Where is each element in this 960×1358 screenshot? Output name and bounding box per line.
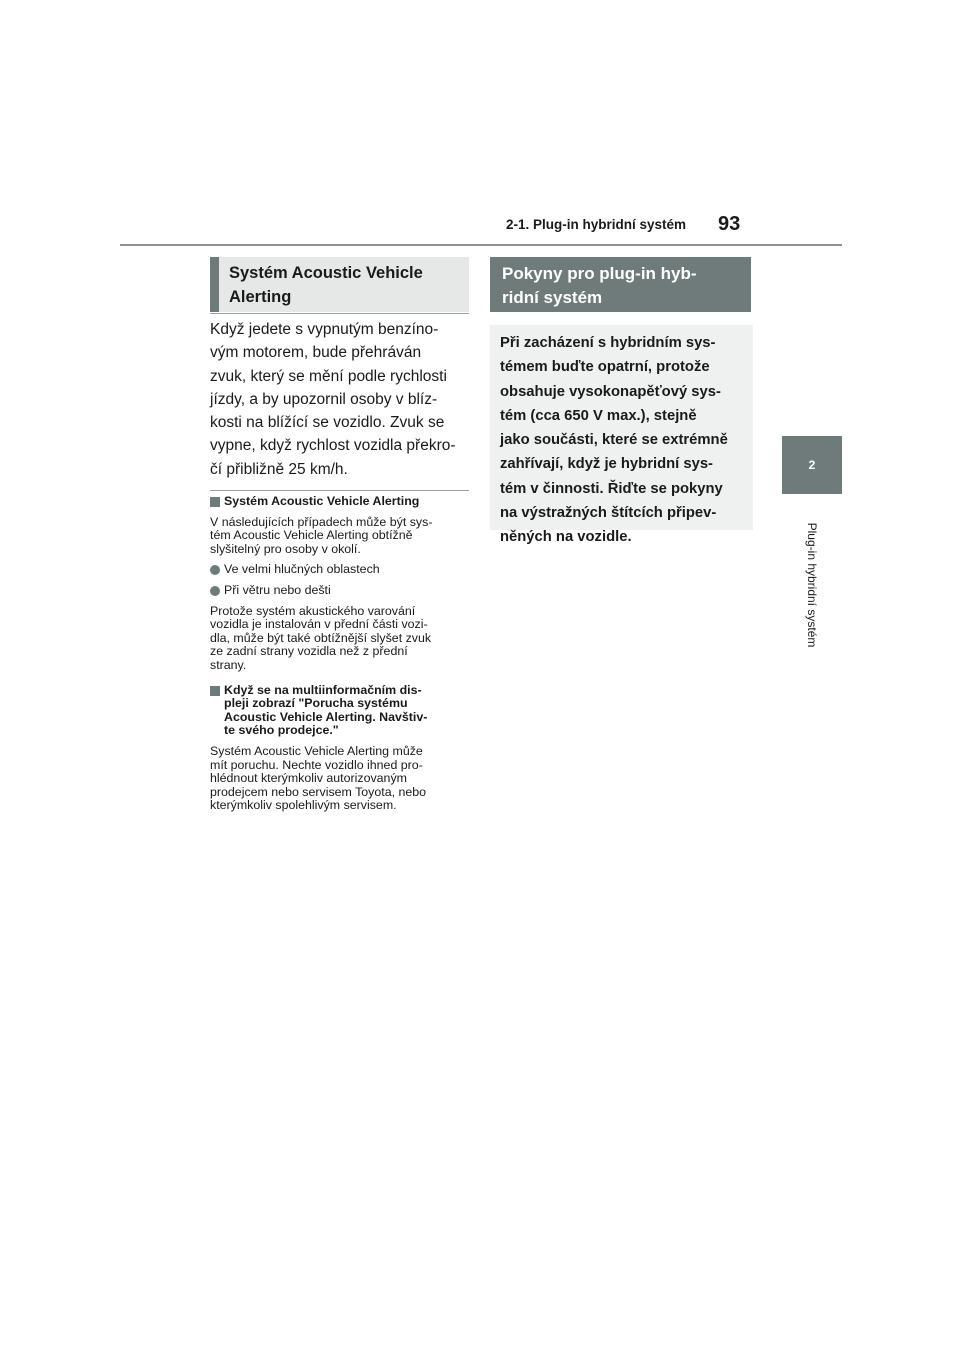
text-line: pleji zobrazí "Porucha systému: [224, 696, 408, 711]
text-line: tém (cca 650 V max.), stejně: [500, 407, 697, 424]
text-line: čí přibližně 25 km/h.: [210, 460, 348, 478]
heading-line: ridní systém: [502, 288, 603, 307]
text-line: obsahuje vysokonapěťový sys-: [500, 383, 721, 400]
text-line: jízdy, a by upozornil osoby v blíz-: [210, 390, 438, 408]
text-line: Když se na multiinformačním dis-: [224, 682, 422, 697]
notes-block: [210, 495, 472, 820]
square-bullet-icon: [210, 686, 220, 696]
text-line: mít poruchu. Nechte vozidlo ihned pro-: [210, 757, 423, 772]
bullet-item: Při větru nebo dešti: [210, 584, 472, 598]
text-line: Když jedete s vypnutým benzíno-: [210, 321, 439, 338]
text-line: témem buďte opatrní, protože: [500, 359, 710, 376]
text-line: strany.: [210, 657, 247, 672]
text-line: vým motorem, bude přehráván: [210, 344, 422, 362]
text-line: dla, může být také obtížnější slyšet zvuk: [210, 630, 432, 645]
heading-line: Pokyny pro plug-in hyb-: [502, 264, 697, 283]
heading-line: Systém Acoustic Vehicle: [229, 264, 423, 282]
note-paragraph: [210, 745, 472, 813]
text-line: kosti na blížící se vozidlo. Zvuk se: [210, 414, 445, 432]
text-line: Při zacházení s hybridním sys-: [500, 335, 716, 351]
text-line: zvuk, který se mění podle rychlosti: [210, 367, 447, 385]
text-line: jako součásti, které se extrémně: [500, 432, 728, 449]
page-number: 93: [718, 213, 741, 235]
chapter-side-label: Plug-in hybridní systém: [805, 522, 819, 648]
note-paragraph: [210, 605, 472, 673]
text-line: zahřívají, když je hybridní sys-: [500, 456, 713, 473]
text-line: Protože systém akustického varování: [210, 603, 416, 618]
text-line: hlédnout kterýmkoliv autorizovaným: [210, 771, 407, 786]
text-line: slyšitelný pro osoby v okolí.: [210, 541, 361, 556]
intro-paragraph: [210, 318, 472, 481]
text-line: te svého prodejce.": [224, 723, 339, 738]
circle-bullet-icon: [210, 565, 220, 575]
text-line: na výstražných štítcích připev-: [500, 505, 717, 522]
heading-line: Alerting: [229, 288, 292, 306]
note-paragraph: [210, 516, 472, 557]
note-heading-malfunction-message: [210, 684, 472, 738]
text-line: tém Acoustic Vehicle Alerting obtížně: [210, 528, 413, 543]
chapter-tab: 2: [782, 436, 842, 494]
text-line: tém v činnosti. Řiďte se pokyny: [500, 480, 723, 497]
bullet-item: Ve velmi hlučných oblastech: [210, 563, 472, 577]
section-heading-acoustic-alerting: [210, 257, 469, 312]
note-heading-acoustic-alerting: Systém Acoustic Vehicle Alerting: [210, 495, 472, 509]
text-line: vozidla je instalován v přední části vozi-: [210, 617, 428, 632]
header-section-title: 2-1. Plug-in hybridní systém: [506, 217, 687, 232]
header-rule: [120, 244, 842, 246]
text-line: V následujících případech může být sys-: [210, 514, 433, 529]
text-line: Systém Acoustic Vehicle Alerting může: [210, 743, 423, 758]
text-line: něných na vozidle.: [500, 529, 632, 546]
caution-box: [490, 325, 753, 546]
text-line: vypne, když rychlost vozidla překro-: [210, 437, 456, 455]
notes-rule: [210, 490, 469, 491]
text-line: kterýmkoliv spolehlivým servisem.: [210, 798, 397, 813]
text-line: ze zadní strany vozidla než z přední: [210, 644, 408, 659]
section-heading-plugin-hybrid-precautions: [490, 257, 751, 312]
section-heading-rule: [210, 313, 469, 314]
text-line: Acoustic Vehicle Alerting. Navštiv-: [224, 709, 428, 724]
square-bullet-icon: [210, 497, 220, 507]
text-line: prodejcem nebo servisem Toyota, nebo: [210, 784, 427, 799]
circle-bullet-icon: [210, 586, 220, 596]
